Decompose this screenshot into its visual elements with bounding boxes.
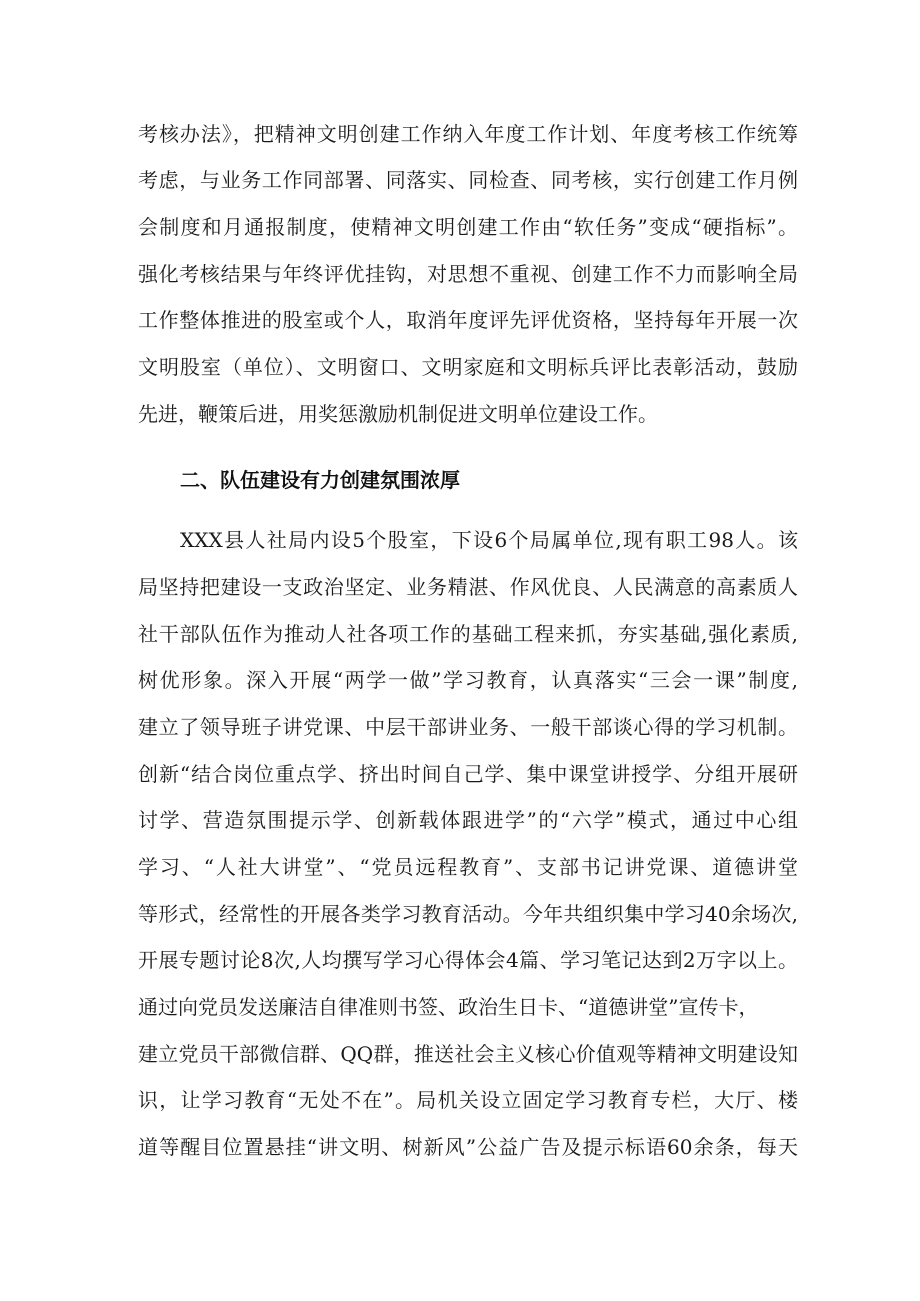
paragraph-line: 考核办法》，把精神文明创建工作纳入年度工作计划、年度考核工作统筹 [138,122,798,146]
paragraph-line: 社干部队伍作为推动人社各项工作的基础工程来抓，夯实基础,强化素质, [138,622,798,646]
paragraph-line: 局坚持把建设一支政治坚定、业务精湛、作风优良、人民满意的高素质人 [138,575,798,599]
paragraph-line: 建立了领导班子讲党课、中层干部讲业务、一般干部谈心得的学习机制。 [138,715,798,739]
paragraph-line: 先进，鞭策后进，用奖惩激励机制促进文明单位建设工作。 [138,402,658,426]
paragraph-line: 讨学、营造氛围提示学、创新载体跟进学”的“六学”模式，通过中心组 [138,808,798,832]
paragraph-line: 考虑，与业务工作同部署、同落实、同检查、同考核，实行创建工作月例 [138,168,798,192]
paragraph-line: 创新“结合岗位重点学、挤出时间自己学、集中课堂讲授学、分组开展研 [138,762,798,786]
paragraph-line: 强化考核结果与年终评优挂钩，对思想不重视、创建工作不力而影响全局 [138,262,798,286]
paragraph-line: 学习、“人社大讲堂”、“党员远程教育”、支部书记讲党课、道德讲堂 [138,855,798,879]
paragraph-line: 会制度和月通报制度，使精神文明创建工作由“软任务”变成“硬指标”。 [138,215,798,239]
paragraph-line: 等形式，经常性的开展各类学习教育活动。今年共组织集中学习40余场次, [138,902,798,926]
paragraph-line: 开展专题讨论8次,人均撰写学习心得体会4篇、学习笔记达到2万字以上。 [138,948,798,972]
paragraph-line: 树优形象。深入开展“两学一做”学习教育，认真落实“三会一课”制度, [138,668,798,692]
paragraph-line: 工作整体推进的股室或个人，取消年度评先评优资格，坚持每年开展一次 [138,308,798,332]
paragraph-line: 道等醒目位置悬挂“讲文明、树新风”公益广告及提示标语60余条，每天 [138,1135,798,1159]
paragraph-line: 通过向党员发送廉洁自律准则书签、政治生日卡、“道德讲堂”宣传卡， [138,995,759,1019]
paragraph-line: 建立党员干部微信群、QQ群，推送社会主义核心价值观等精神文明建设知 [138,1042,798,1066]
paragraph-line: 文明股室（单位）、文明窗口、文明家庭和文明标兵评比表彰活动，鼓励 [138,355,798,379]
paragraph-line: XXX县人社局内设5个股室，下设6个局属单位,现有职工98人。该 [180,528,798,552]
section-heading: 二、队伍建设有力创建氛围浓厚 [180,468,460,492]
paragraph-line: 识，让学习教育“无处不在”。局机关设立固定学习教育专栏，大厅、楼 [138,1088,798,1112]
